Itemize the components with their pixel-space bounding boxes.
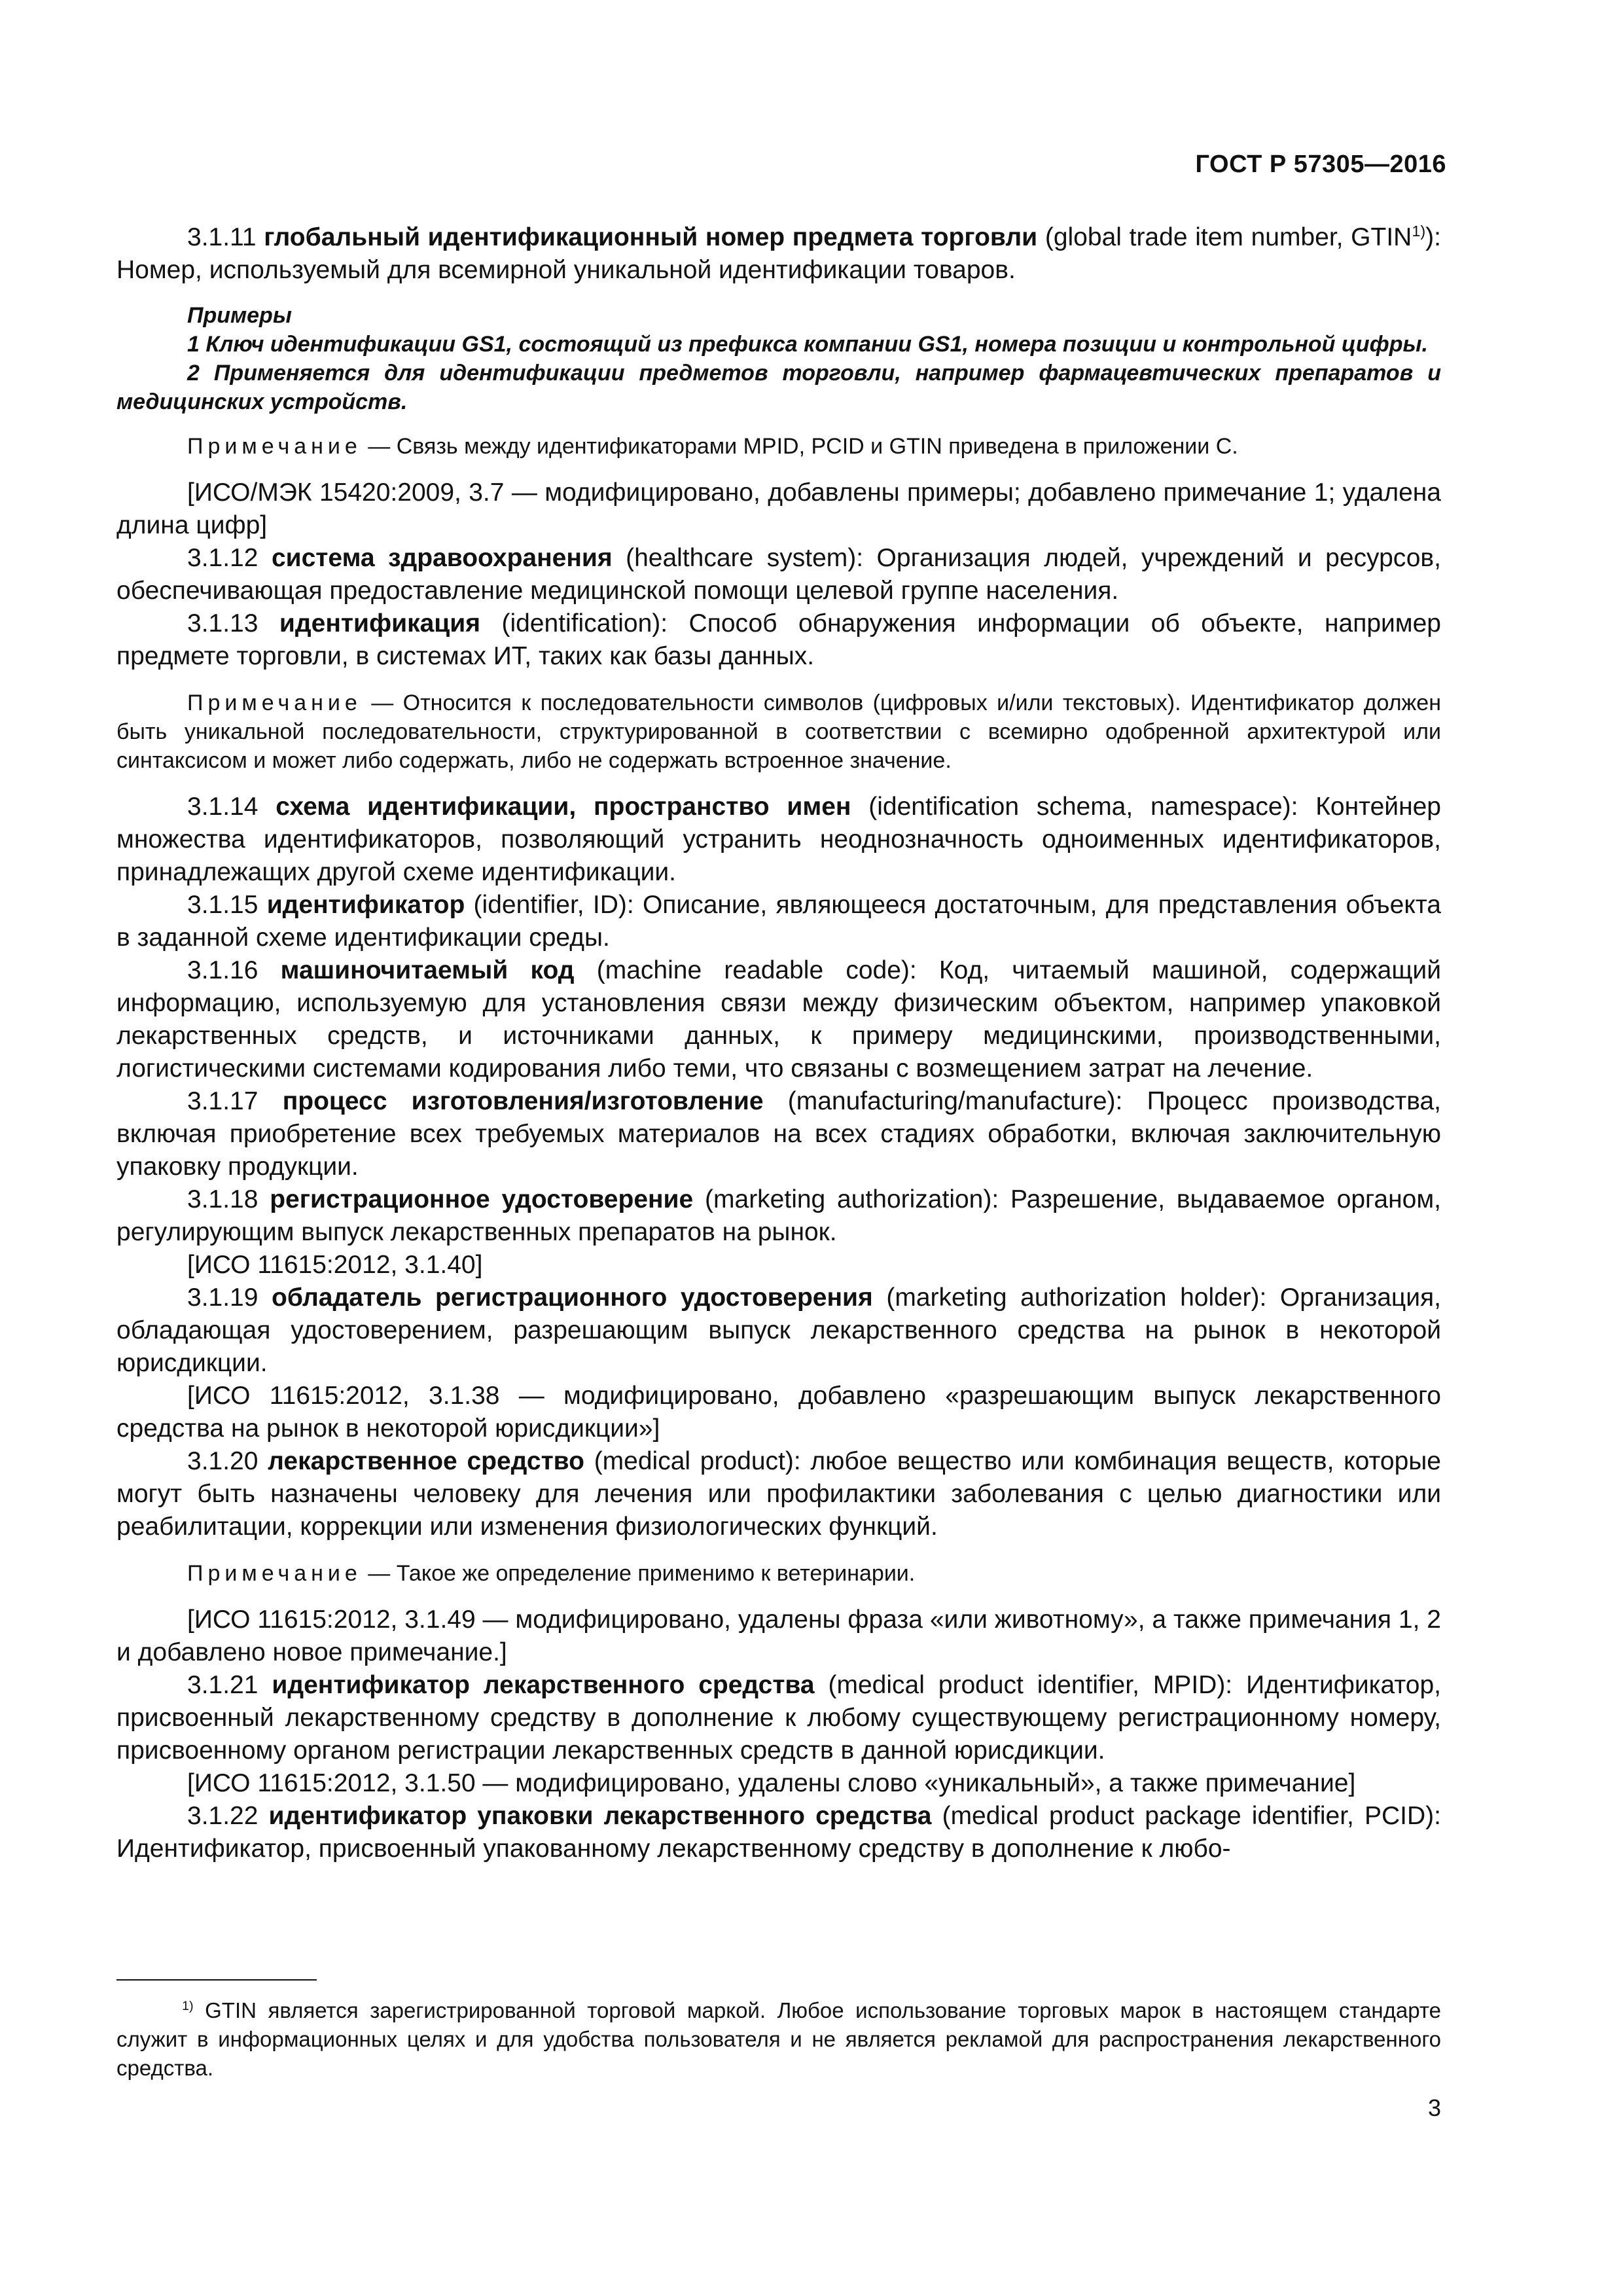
term-name: лекарственное средство [268, 1447, 584, 1475]
example-2: 2 Применяется для идентификации предметов торговли, например фармацевтических препаратов и медицинских устройств. [116, 361, 1441, 414]
term-entry-3-1-22: 3.1.22 идентификатор упаковки лекарственного средства (medical product package identifier, PCID): Идентификатор, присвоенный упакованному лекарственному средству в дополнение к любо- [116, 1802, 1441, 1863]
term-entry-3-1-21: 3.1.21 идентификатор лекарственного средства (medical product identifier, MPID): Идентификатор, присвоенный лекарственному средству в дополнение к любому существующему регистрационному номеру, присвоенному органом регистрации лекарственных средств в данной юрисдикции. [116, 1671, 1441, 1765]
document-body [116, 221, 1441, 1865]
source-reference: [ИСО 11615:2012, 3.1.40] [187, 1251, 483, 1279]
term-entry-3-1-17: 3.1.17 процесс изготовления/изготовление (manufacturing/manufacture): Процесс производства, включая приобретение всех требуемых материалов на всех стадиях обработки, включая заключительную упаковку продукции. [116, 1087, 1442, 1181]
note-identification: Примечание — Относится к последовательности символов (цифровых и/или текстовых). Идентификатор должен быть уникальной последовательности, структурированной в соответствии с всемирно одобренной архитектурой или синтаксисом и может либо содержать, либо не содержать встроенное значение. [116, 691, 1441, 773]
term-name: идентификация [279, 609, 480, 637]
term-name: идентификатор упаковки лекарственного средства [268, 1802, 932, 1830]
note-label: Примечание [187, 1561, 362, 1586]
footnote-divider [116, 1979, 317, 1981]
footnote-mark: 1) [182, 1999, 194, 2013]
term-entry-3-1-19: 3.1.19 обладатель регистрационного удостоверения (marketing authorization holder): Организация, обладающая удостоверением, разрешающим выпуск лекарственного средства на рынок в некоторой юрисдикции. [116, 1283, 1441, 1377]
term-name: система здравоохранения [271, 544, 613, 572]
page-number: 3 [1427, 2094, 1441, 2121]
footnote-mark: 1) [1412, 223, 1426, 240]
term-entry-3-1-12: 3.1.12 система здравоохранения (healthcare system): Организация людей, учреждений и ресурсов, обеспечивающая предоставление медицинской помощи целевой группе населения. [116, 544, 1441, 605]
footnote: $^{1)}$ GTIN является зарегистрированной торговой маркой. Любое использование торговых марок в настоящем стандарте служит в информационных целях и для удобства пользователя и не является рекламой для распространения лекарственного средства. [116, 1998, 1441, 2080]
term-entry-3-1-16: 3.1.16 машиночитаемый код (machine readable code): Код, читаемый машиной, содержащий информацию, используемую для установления связи между физическим объектом, например упаковкой лекарственных средств, и источниками данных, к примеру медицинскими, производственными, логистическими системами кодирования либо теми, что связаны с возмещением затрат на лечение. [116, 956, 1441, 1083]
term-name: идентификатор [266, 891, 465, 919]
source-reference: [ИСО 11615:2012, 3.1.49 — модифицировано, удалены фраза «или животному», а также примечания 1, 2 и добавлено новое примечание.] [116, 1605, 1441, 1666]
term-name: идентификатор лекарственного средства [272, 1671, 815, 1699]
note-veterinary: Примечание — Такое же определение применимо к ветеринарии. [187, 1561, 916, 1586]
source-reference: [ИСО 11615:2012, 3.1.38 — модифицировано, добавлено «разрешающим выпуск лекарственного средства на рынок в некоторой юрисдикции»] [116, 1382, 1441, 1443]
term-entry-3-1-15: 3.1.15 идентификатор (identifier, ID): Описание, являющееся достаточным, для представления объекта в заданной схеме идентификации среды. [116, 891, 1441, 952]
term-name: схема идентификации, пространство имен [276, 793, 851, 821]
document-header: ГОСТ Р 57305—2016 [1195, 151, 1446, 178]
note-label: Примечание [187, 691, 362, 715]
term-name: машиночитаемый код [280, 956, 575, 984]
example-1: 1 Ключ идентификации GS1, состоящий из префикса компании GS1, номера позиции и контрольной цифры. [187, 332, 1428, 357]
term-name: обладатель регистрационного удостоверения [272, 1283, 873, 1312]
term-entry-3-1-20: 3.1.20 лекарственное средство (medical product): любое вещество или комбинация веществ, которые могут быть назначены человеку для лечения или профилактики заболевания с целью диагностики или реабилитации, коррекции или изменения физиологических функций. [116, 1447, 1441, 1541]
term-entry-3-1-18: 3.1.18 регистрационное удостоверение (marketing authorization): Разрешение, выдаваемое органом, регулирующим выпуск лекарственных препаратов на рынок. [116, 1185, 1441, 1246]
term-name: глобальный идентификационный номер предмета торговли [264, 223, 1038, 251]
term-entry-3-1-13: 3.1.13 идентификация (identification): Способ обнаружения информации об объекте, например предмете торговли, в системах ИТ, таких как базы данных. [116, 609, 1441, 670]
examples-title: Примеры [187, 303, 292, 328]
note-label: Примечание [187, 434, 362, 459]
term-name: регистрационное удостоверение [270, 1185, 694, 1213]
term-entry-3-1-14: 3.1.14 схема идентификации, пространство имен (identification schema, namespace): Контейнер множества идентификаторов, позволяющий устранить неоднозначность одноименных идентификаторов, принадлежащих другой схеме идентификации. [116, 793, 1441, 886]
source-reference: [ИСО 11615:2012, 3.1.50 — модифицировано, удалены слово «уникальный», а также примечание] [187, 1769, 1356, 1797]
note-gtin: Примечание — Связь между идентификаторами MPID, PCID и GTIN приведена в приложении С. [187, 434, 1238, 459]
term-name: процесс изготовления/изготовление [282, 1087, 764, 1115]
source-reference: [ИСО/МЭК 15420:2009, 3.7 — модифицировано, добавлены примеры; добавлено примечание 1; удалена длина цифр] [116, 478, 1441, 539]
term-entry-3-1-11: 3.1.11 глобальный идентификационный номер предмета торговли (global trade item number, GTIN$^{1)}$): Номер, используемый для всемирной уникальной идентификации товаров. [116, 223, 1441, 284]
